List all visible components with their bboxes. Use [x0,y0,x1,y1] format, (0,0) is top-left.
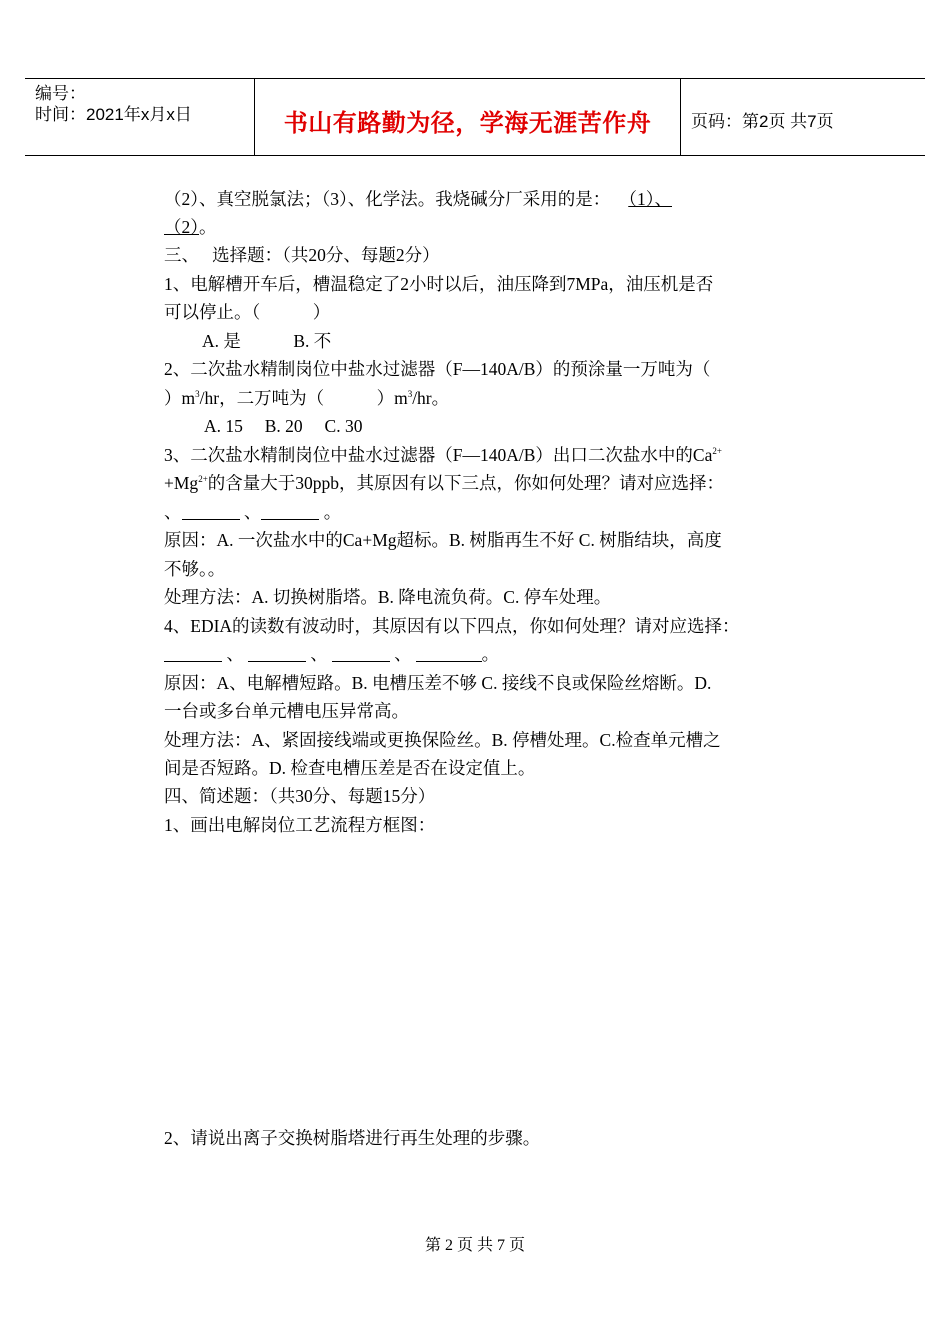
text: 、 [226,644,244,664]
question-text: 4、EDIA的读数有波动时，其原因有以下四点，你如何处理？请对应选择： [164,616,740,636]
text: 、 [310,644,328,664]
header-motto: 书山有路勤为径，学海无涯苦作舟 [283,109,652,137]
text: 、 [243,502,262,522]
text-line [164,187,672,211]
question-text [164,471,724,495]
header-page-label: 页码：第2页 共7页 [691,112,834,131]
question-text: 2、二次盐水精制岗位中盐水过滤器（F—140A/B）的预涂量一万吨为（ [164,359,711,379]
section-heading: 四、简述题：（共30分、每题15分） [164,786,436,806]
text: 的含量大于30ppb，其原因有以下三点，你如何处理？请对应选择： [207,473,725,493]
reason-text: 原因：A. 一次盐水中的Ca+Mg超标。B. 树脂再生不好 C. 树脂结块，高度 [164,530,722,550]
header-divider [680,79,681,155]
number-label: 编号： [35,84,86,103]
text: /hr，二万吨为（ ）m [199,388,408,408]
question-text: 1、画出电解岗位工艺流程方框图： [164,815,436,835]
answer-blank[interactable] [182,505,240,520]
superscript: 3 [195,389,200,399]
question-text: 2、请说出离子交换树脂塔进行再生处理的步骤。 [164,1128,541,1148]
method-text: 处理方法：A、紧固接线端或更换保险丝。B. 停槽处理。C.检查单元槽之 [164,730,721,750]
text: 3、二次盐水精制岗位中盐水过滤器（F—140A/B）出口二次盐水中的Ca [164,445,713,465]
section-heading: 三、 选择题：（共20分、每题2分） [164,245,440,265]
question-text: 可以停止。（ ） [164,302,331,322]
text: ）m [164,388,196,408]
time-label: 时间：2021年x月x日 [35,105,192,124]
question-options: A. 是 B. 不 [202,331,332,351]
method-text: 处理方法：A. 切换树脂塔。B. 降电流负荷。C. 停车处理。 [164,587,612,607]
text: /hr。 [412,388,450,408]
question-text [164,386,449,410]
text: 。 [199,217,217,237]
page-footer: 第 2 页 共 7 页 [424,1237,525,1254]
reason-text: 原因：A、电解槽短路。B. 电槽压差不够 C. 接线不良或保险丝熔断。D. [164,673,712,693]
answer-blank[interactable] [248,647,306,662]
header-meta [35,83,192,125]
method-text: 间是否短路。D. 检查电槽压差是否在设定值上。 [164,758,536,778]
document-header [25,78,925,156]
superscript: 3 [407,389,413,399]
text: （2）、真空脱氯法；（3）、化学法。我烧碱分厂采用的是： [164,189,611,209]
text: 。 [323,502,342,522]
text-line [164,215,217,239]
reason-text: 不够。。 [164,559,226,579]
superscript: 2+ [712,446,722,456]
answer-blank[interactable] [416,647,482,662]
answer-blanks [164,642,499,666]
text: 。 [481,644,500,664]
text: 、 [394,644,412,664]
question-text [164,443,722,467]
answer-text: （1）、 [628,189,672,209]
answer-blanks [164,500,341,524]
answer-text: （2） [164,217,199,237]
answer-blank[interactable] [164,647,222,662]
reason-text: 一台或多台单元槽电压异常高。 [164,701,409,721]
text: 、 [164,502,182,522]
superscript: 2+ [198,474,208,484]
answer-blank[interactable] [332,647,390,662]
question-text: 1、电解槽开车后，槽温稳定了2小时以后，油压降到7MPa，油压机是否 [164,274,714,294]
question-options: A. 15 B. 20 C. 30 [204,416,363,436]
text: +Mg [164,473,199,493]
answer-blank[interactable] [261,505,319,520]
